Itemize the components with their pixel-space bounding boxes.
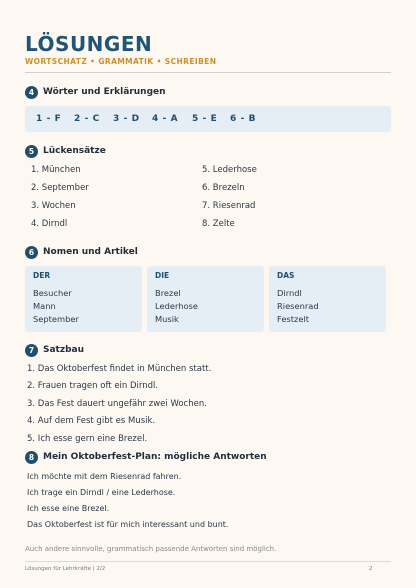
answer-line: Ich esse eine Brezel.	[27, 504, 110, 513]
noun-item: Festzelt	[277, 314, 310, 324]
section-title: Mein Oktoberfest-Plan: mögliche Antworten	[43, 452, 267, 462]
matching-answer: 1 - F	[36, 114, 62, 124]
answer-line: Ich trage ein Dirndl / eine Lederhose.	[27, 488, 176, 497]
footer-label: Lösungen für Lehrkräfte | 2/2	[25, 566, 106, 572]
matching-answer: 2 - C	[74, 114, 100, 124]
noun-item: Mann	[33, 301, 56, 311]
matching-answer: 5 - E	[192, 114, 218, 124]
section-number: 4	[25, 86, 38, 99]
matching-answer: 3 - D	[113, 114, 140, 124]
article-card-die	[147, 266, 264, 332]
sentence-item: 4. Auf dem Fest gibt es Musik.	[27, 416, 156, 426]
noun-item: Riesenrad	[277, 301, 319, 311]
noun-item: Besucher	[33, 288, 72, 298]
noun-item: Dirndl	[277, 288, 302, 298]
answer-line: Ich möchte mit dem Riesenrad fahren.	[27, 472, 182, 481]
sentence-item: 1. Das Oktoberfest findet in München statt.	[27, 364, 212, 374]
noun-item: Lederhose	[155, 301, 198, 311]
list-item: 6. Brezeln	[202, 183, 245, 193]
teacher-note: Auch andere sinnvolle, grammatisch passende Antworten sind möglich.	[25, 545, 277, 553]
section-number: 5	[25, 145, 38, 158]
sentence-item: 2. Frauen tragen oft ein Dirndl.	[27, 381, 159, 391]
answer-line: Das Oktoberfest ist für mich interessant und bunt.	[27, 520, 229, 529]
list-item: 8. Zelte	[202, 219, 235, 229]
section-number: 7	[25, 344, 38, 357]
article-card-das	[269, 266, 386, 332]
section-number: 8	[25, 451, 38, 464]
article-card-der	[25, 266, 142, 332]
sentence-item: 3. Das Fest dauert ungefähr zwei Wochen.	[27, 399, 207, 409]
article-heading: DER	[33, 271, 51, 280]
section-title: Satzbau	[43, 345, 85, 355]
list-item: 1. München	[31, 165, 81, 175]
header-divider	[25, 72, 391, 73]
matching-answer: 4 - A	[152, 114, 179, 124]
list-item: 5. Lederhose	[202, 165, 257, 175]
list-item: 3. Wochen	[31, 201, 76, 211]
sentence-item: 5. Ich esse gern eine Brezel.	[27, 434, 148, 444]
noun-item: Musik	[155, 314, 179, 324]
noun-item: Brezel	[155, 288, 181, 298]
list-item: 7. Riesenrad	[202, 201, 256, 211]
page-subtitle: WORTSCHATZ • GRAMMATIK • SCHREIBEN	[25, 57, 217, 66]
article-heading: DIE	[155, 271, 170, 280]
matching-answers-box	[25, 106, 391, 132]
page-number: 2	[369, 566, 373, 572]
list-item: 2. September	[31, 183, 89, 193]
matching-answer: 6 - B	[230, 114, 257, 124]
section-title: Wörter und Erklärungen	[43, 87, 166, 97]
article-heading: DAS	[277, 271, 295, 280]
page-title: LÖSUNGEN	[25, 32, 153, 56]
list-item: 4. Dirndl	[31, 219, 68, 229]
noun-item: September	[33, 314, 79, 324]
footer-divider	[25, 561, 391, 562]
section-title: Nomen und Artikel	[43, 247, 138, 257]
section-title: Lückensätze	[43, 146, 106, 156]
section-number: 6	[25, 246, 38, 259]
